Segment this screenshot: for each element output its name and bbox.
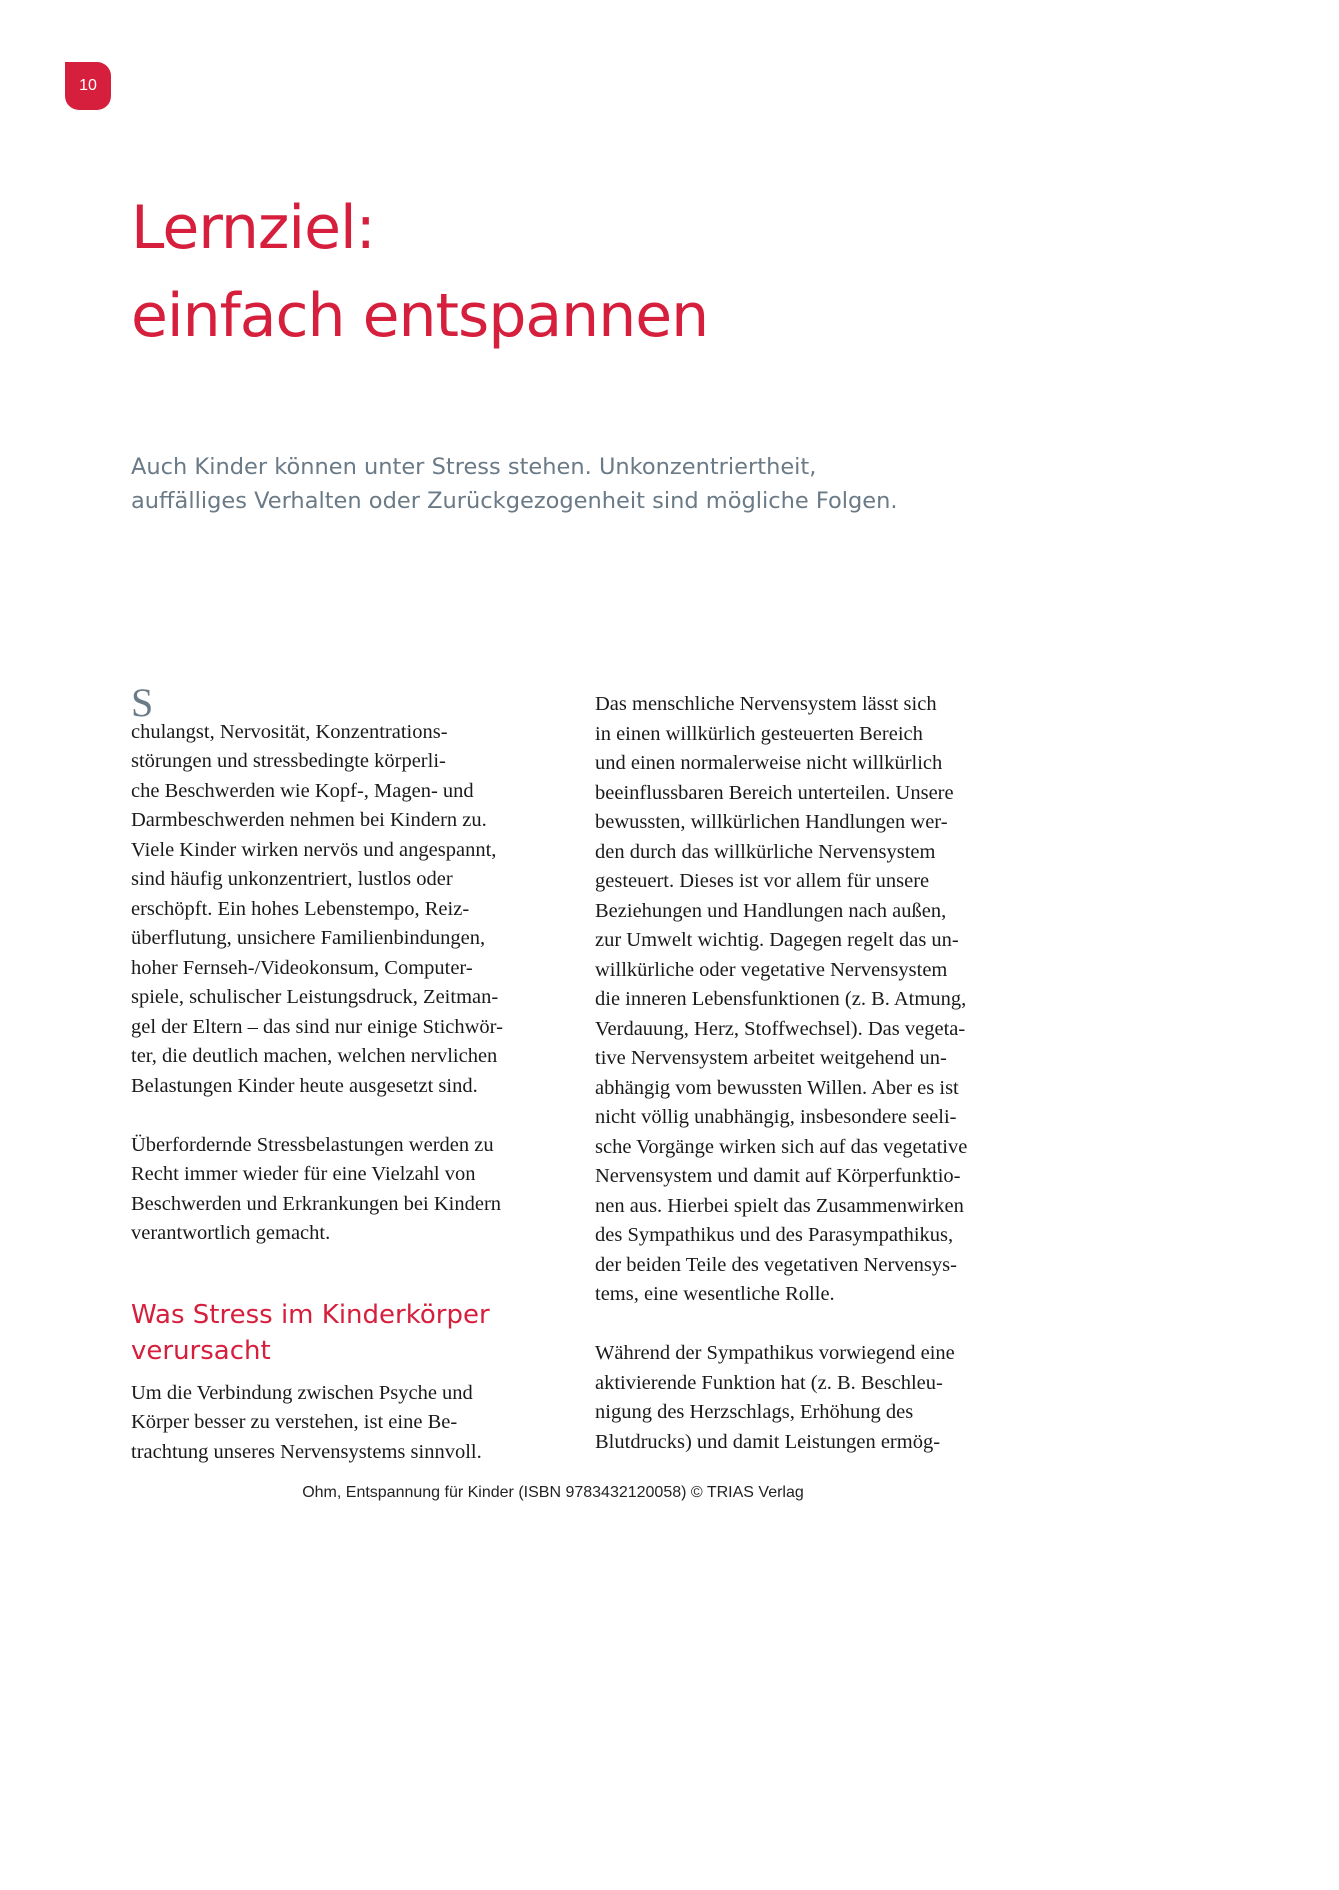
title-line-1: Lernziel: <box>131 193 375 263</box>
text-line: Viele Kinder wirken nervös und angespannt, <box>131 838 497 861</box>
paragraph-gap <box>595 1310 1025 1340</box>
text-line: Während der Sympathikus vorwiegend eine <box>595 1342 955 1364</box>
text-line: Blutdrucks) und damit Leistungen ermög- <box>595 1430 941 1453</box>
text-line: Beschwerden und Erkrankungen bei Kindern <box>131 1192 502 1215</box>
left-paragraph-1 <box>131 680 561 1101</box>
text-line: überflutung, unsichere Familienbindungen, <box>131 927 486 949</box>
text-line: und einen normalerweise nicht willkürlich <box>595 752 943 774</box>
text-line: abhängig vom bewussten Willen. Aber es ist <box>595 1076 959 1099</box>
text-line: nen aus. Hierbei spielt das Zusammenwirken <box>595 1194 964 1217</box>
heading-line: verursacht <box>131 1335 271 1366</box>
text-line <box>131 680 561 747</box>
text-line: Körper besser zu verstehen, ist eine Be- <box>131 1411 458 1433</box>
lead-line: auffälliges Verhalten oder Zurückgezogenheit sind mögliche Folgen. <box>131 488 898 514</box>
text-line: sche Vorgänge wirken sich auf das vegetative <box>595 1135 968 1158</box>
text-line: Belastungen Kinder heute ausgesetzt sind. <box>131 1074 478 1097</box>
left-column <box>131 680 561 1467</box>
text-line: die inneren Lebensfunktionen (z. B. Atmung, <box>595 988 967 1010</box>
text-line: willkürliche oder vegetative Nervensystem <box>595 958 948 981</box>
text-line: ter, die deutlich machen, welchen nervlichen <box>131 1045 498 1067</box>
text-line: nicht völlig unabhängig, insbesondere seeli- <box>595 1106 957 1128</box>
lead-paragraph <box>131 450 898 518</box>
left-paragraph-3 <box>131 1379 561 1468</box>
drop-cap: S <box>131 680 154 725</box>
text-line: Nervensystem und damit auf Körperfunktio- <box>595 1165 961 1187</box>
page-number: 10 <box>79 77 97 94</box>
text-line: che Beschwerden wie Kopf-, Magen- und <box>131 779 474 802</box>
text-line: zur Umwelt wichtig. Dagegen regelt das un- <box>595 929 959 951</box>
heading-line: Was Stress im Kinderkörper <box>131 1299 490 1330</box>
text-line: Darmbeschwerden nehmen bei Kindern zu. <box>131 809 487 831</box>
text-line: Das menschliche Nervensystem lässt sich <box>595 693 937 715</box>
text-line: der beiden Teile des vegetativen Nervensys- <box>595 1253 957 1276</box>
text-line: gel der Eltern – das sind nur einige Stichwör- <box>131 1015 503 1038</box>
text-line: des Sympathikus und des Parasympathikus, <box>595 1224 954 1246</box>
text-line: in einen willkürlich gesteuerten Bereich <box>595 722 923 745</box>
text-line: Verdauung, Herz, Stoffwechsel). Das vegeta- <box>595 1017 966 1040</box>
text-line: beeinflussbaren Bereich unterteilen. Unsere <box>595 781 954 804</box>
page-footer: Ohm, Entspannung für Kinder (ISBN 9783432120058) © TRIAS Verlag <box>302 1484 804 1501</box>
text-line: Beziehungen und Handlungen nach außen, <box>595 899 947 922</box>
text-line: den durch das willkürliche Nervensystem <box>595 840 936 863</box>
text-line: tive Nervensystem arbeitet weitgehend un- <box>595 1047 947 1069</box>
text-line: verantwortlich gemacht. <box>131 1222 331 1244</box>
text-line: Um die Verbindung zwischen Psyche und <box>131 1381 473 1404</box>
text-line: Recht immer wieder für eine Vielzahl von <box>131 1163 476 1185</box>
page-number-badge <box>65 62 111 110</box>
text-line: aktivierende Funktion hat (z. B. Beschleu- <box>595 1371 943 1394</box>
left-paragraph-2 <box>131 1131 561 1249</box>
text-line: bewussten, willkürlichen Handlungen wer- <box>595 811 948 833</box>
right-paragraph-1 <box>595 690 1025 1310</box>
text-line: tems, eine wesentliche Rolle. <box>595 1283 835 1305</box>
section-heading <box>131 1297 561 1369</box>
text-line: spiele, schulischer Leistungsdruck, Zeitman- <box>131 986 499 1008</box>
paragraph-gap <box>131 1101 561 1131</box>
text-line: hoher Fernseh-/Videokonsum, Computer- <box>131 956 473 979</box>
text-line: sind häufig unkonzentriert, lustlos oder <box>131 868 453 890</box>
text-line-rest: chulangst, Nervosität, Konzentrations- <box>131 720 448 743</box>
text-line: trachtung unseres Nervensystems sinnvoll. <box>131 1440 482 1463</box>
text-line: gesteuert. Dieses ist vor allem für unsere <box>595 870 930 892</box>
text-line: erschöpft. Ein hohes Lebenstempo, Reiz- <box>131 897 470 920</box>
right-column <box>595 690 1025 1457</box>
page-title <box>131 184 708 360</box>
right-paragraph-2 <box>595 1339 1025 1457</box>
lead-line: Auch Kinder können unter Stress stehen. Unkonzentriertheit, <box>131 454 817 480</box>
title-line-2: einfach entspannen <box>131 281 709 351</box>
text-line: Überfordernde Stressbelastungen werden zu <box>131 1133 494 1156</box>
text-line: störungen und stressbedingte körperli- <box>131 750 446 772</box>
text-line: nigung des Herzschlags, Erhöhung des <box>595 1401 914 1423</box>
